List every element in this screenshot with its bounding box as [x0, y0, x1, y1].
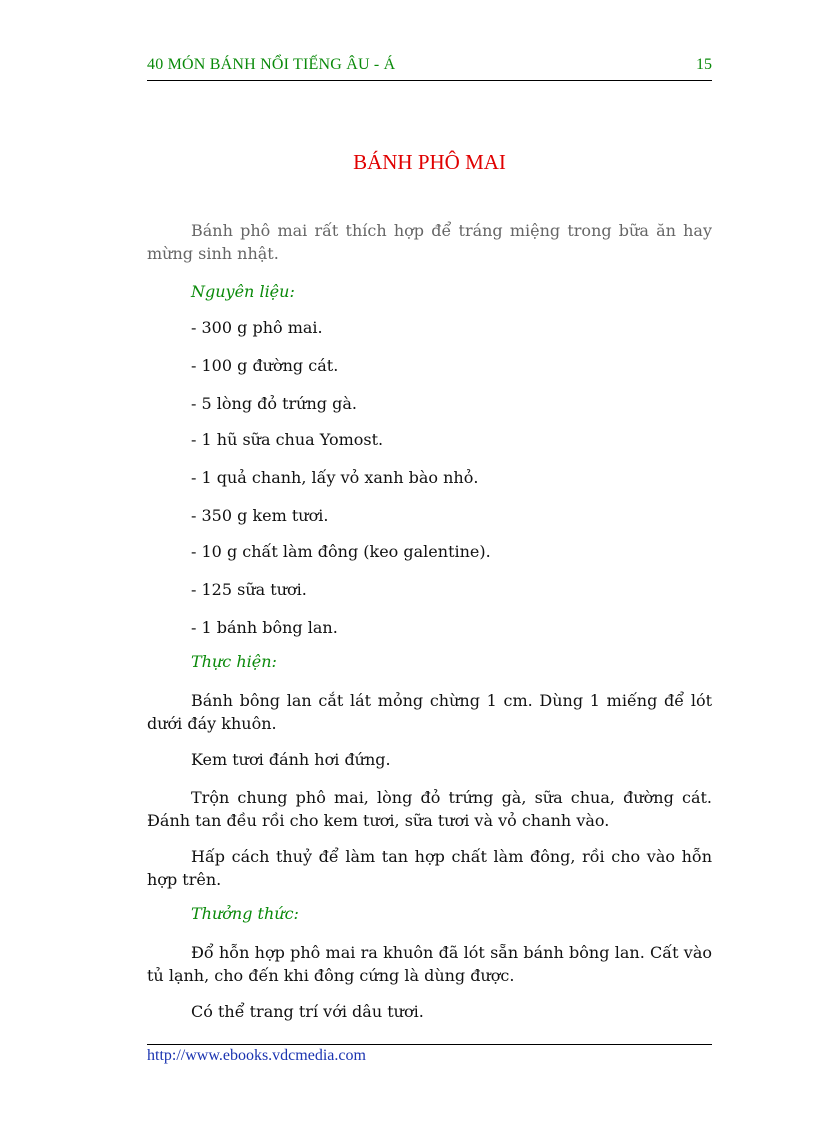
- ingredients-heading: Nguyên liệu:: [191, 282, 295, 301]
- ingredient-item: - 125 sữa tươi.: [191, 580, 307, 599]
- ingredient-item: - 10 g chất làm đông (keo galentine).: [191, 542, 491, 561]
- method-step: Trộn chung phô mai, lòng đỏ trứng gà, sữa chua, đường cát. Đánh tan đều rồi cho kem tươi, sữa tươi và vỏ chanh vào.: [147, 788, 712, 830]
- book-title: 40 MÓN BÁNH NỔI TIẾNG ÂU - Á: [147, 56, 396, 73]
- page-header: [147, 56, 712, 81]
- page-number: 15: [696, 56, 712, 73]
- method-heading: Thực hiện:: [191, 652, 277, 671]
- ingredient-item: - 350 g kem tươi.: [191, 506, 329, 525]
- ingredient-item: - 1 quả chanh, lấy vỏ xanh bào nhỏ.: [191, 468, 479, 487]
- ingredient-item: - 5 lòng đỏ trứng gà.: [191, 394, 357, 413]
- footer-link[interactable]: http://www.ebooks.vdcmedia.com: [147, 1047, 366, 1064]
- ingredient-item: - 300 g phô mai.: [191, 318, 323, 337]
- serving-heading: Thưởng thức:: [191, 904, 299, 923]
- serving-step: Có thể trang trí với dâu tươi.: [191, 1002, 424, 1021]
- method-step: Bánh bông lan cắt lát mỏng chừng 1 cm. Dùng 1 miếng để lót dưới đáy khuôn.: [147, 691, 712, 733]
- method-step: Kem tươi đánh hơi đứng.: [191, 750, 391, 769]
- ingredient-item: - 1 hũ sữa chua Yomost.: [191, 430, 384, 449]
- intro-paragraph: Bánh phô mai rất thích hợp để tráng miệng trong bữa ăn hay mừng sinh nhật.: [147, 221, 712, 263]
- serving-step: Đổ hỗn hợp phô mai ra khuôn đã lót sẵn bánh bông lan. Cất vào tủ lạnh, cho đến khi đông cứng là dùng được.: [147, 943, 712, 985]
- method-step: Hấp cách thuỷ để làm tan hợp chất làm đông, rồi cho vào hỗn hợp trên.: [147, 847, 712, 889]
- ingredient-item: - 1 bánh bông lan.: [191, 618, 338, 637]
- ingredient-item: - 100 g đường cát.: [191, 356, 339, 375]
- recipe-title: BÁNH PHÔ MAI: [353, 150, 506, 174]
- footer-divider: [147, 1044, 712, 1045]
